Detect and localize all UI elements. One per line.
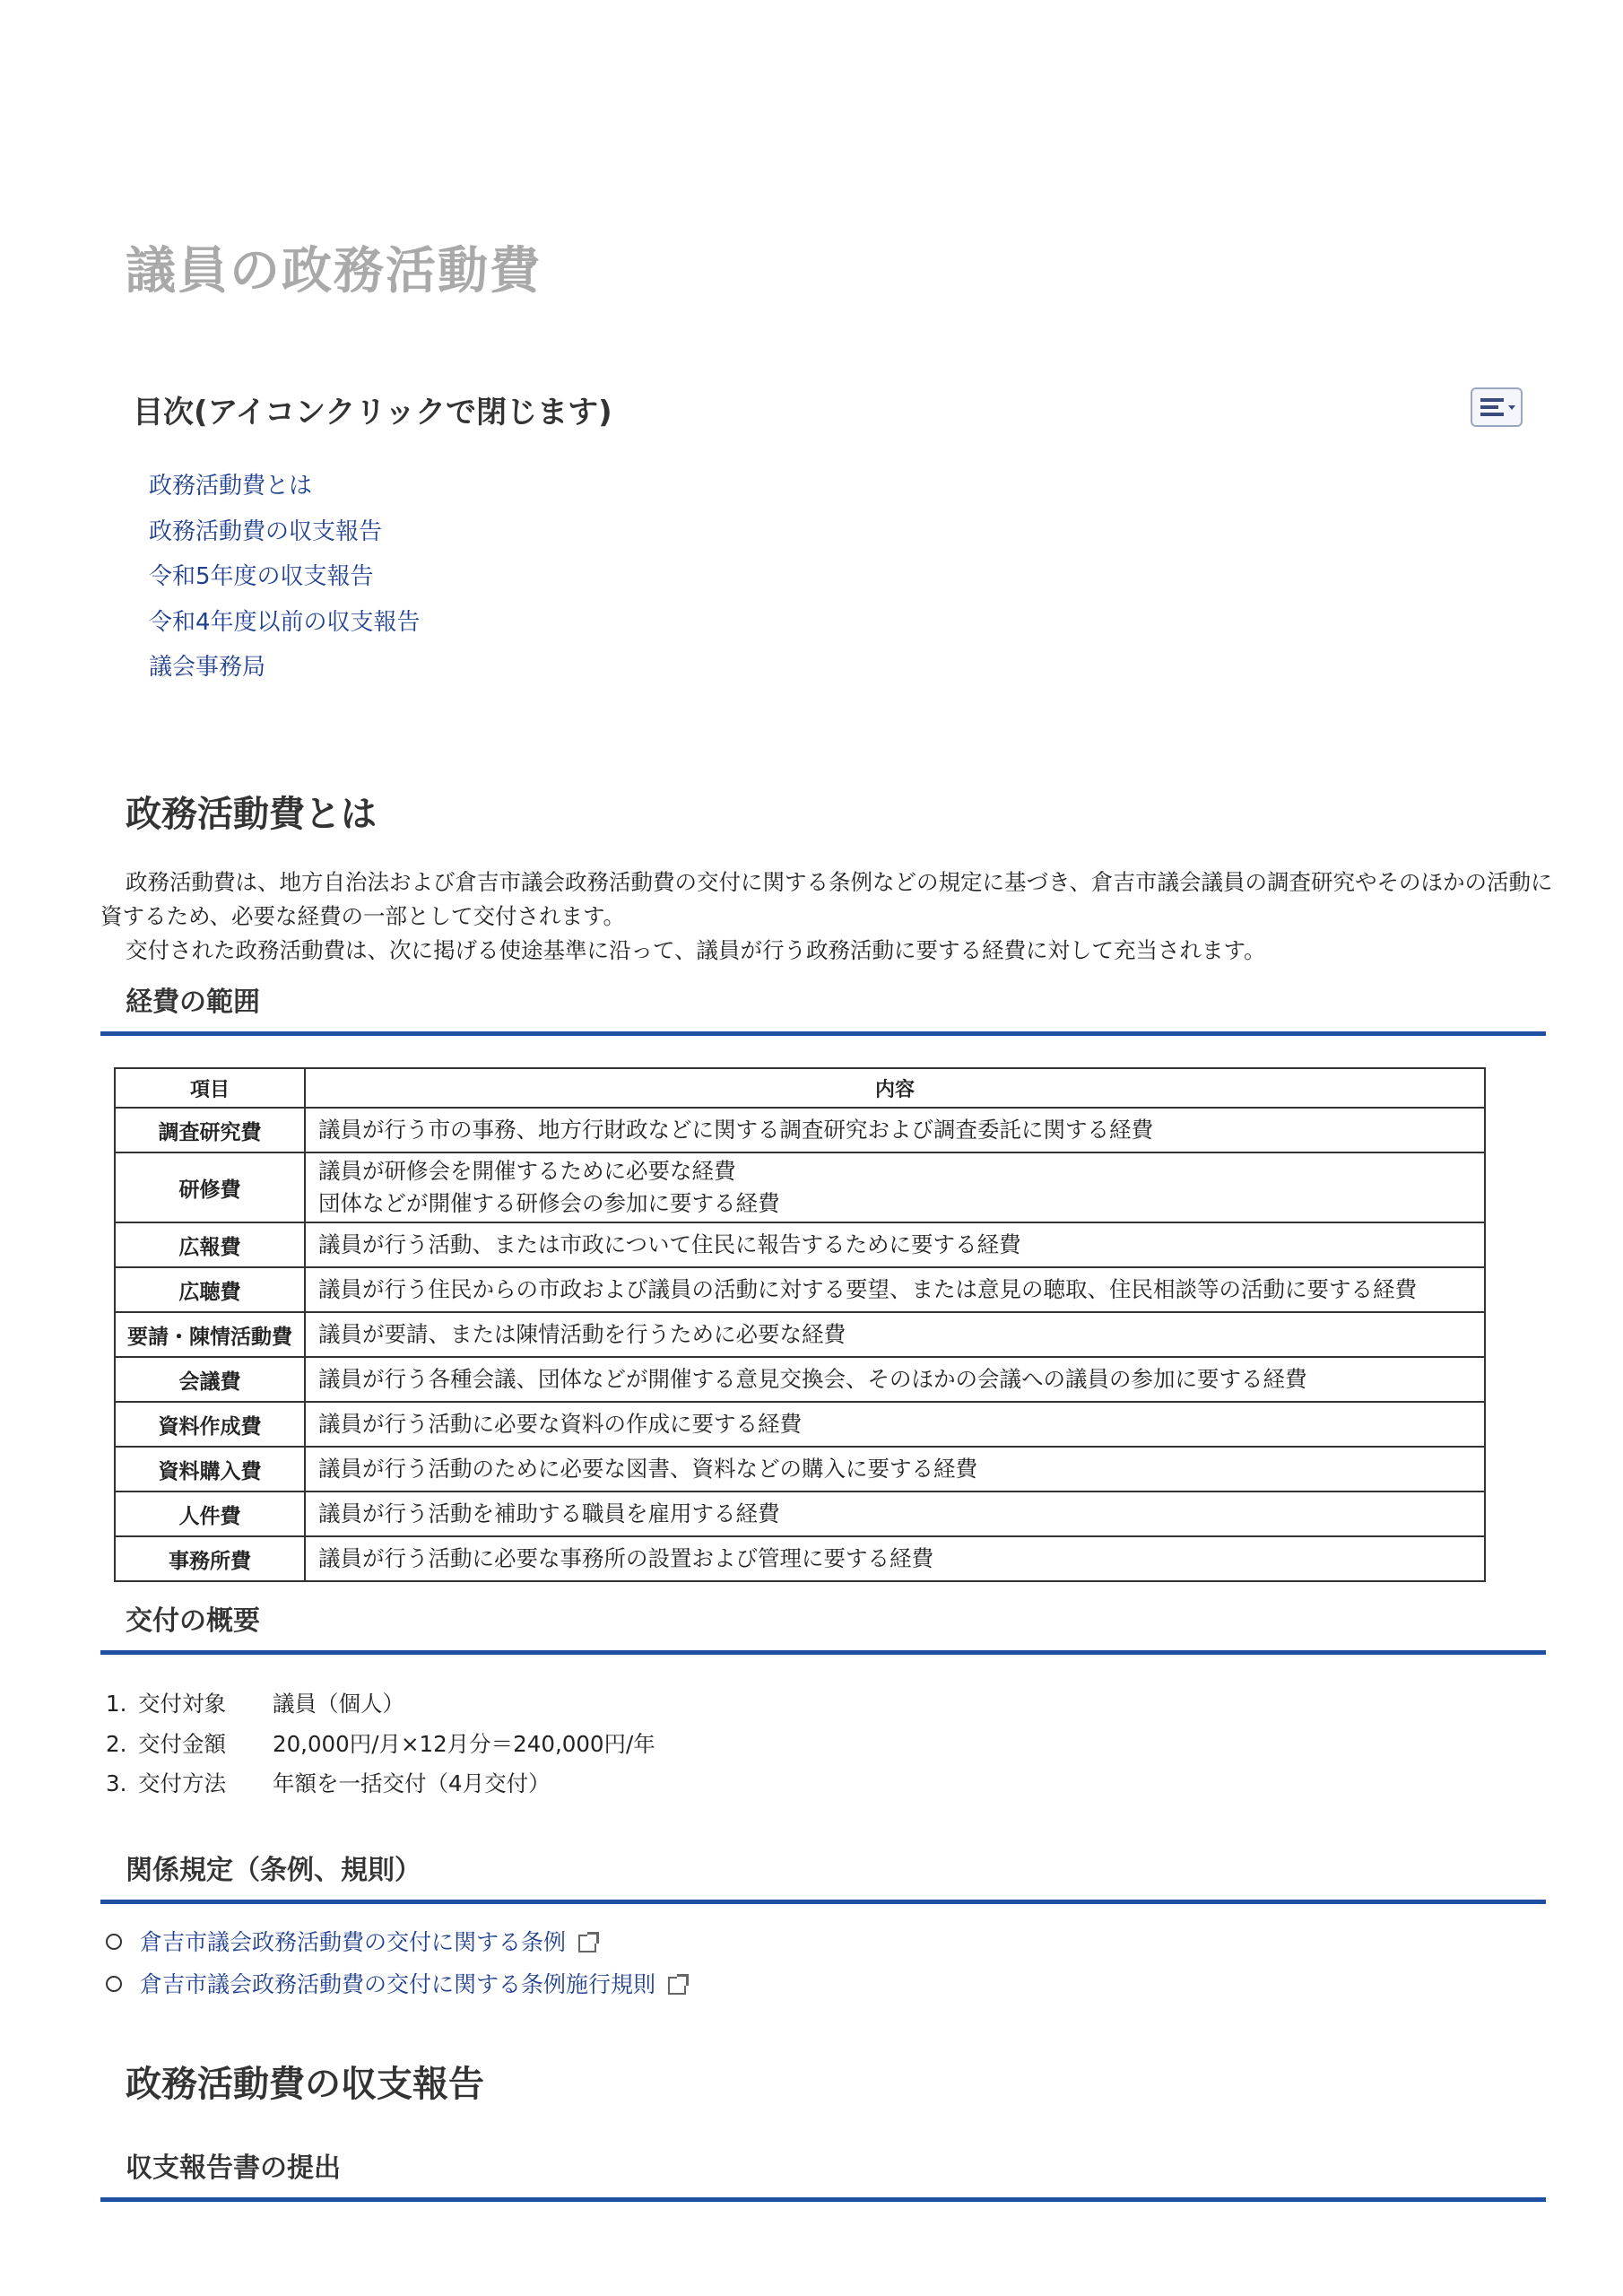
circle-bullet-icon xyxy=(106,1976,122,1992)
table-row xyxy=(115,1492,1485,1536)
grant-summary-heading: 交付の概要 xyxy=(100,1598,1546,1655)
expense-range-table xyxy=(114,1067,1486,1582)
table-row xyxy=(115,1312,1485,1357)
report-heading: 政務活動費の収支報告 xyxy=(126,2064,484,2105)
about-paragraph: 政務活動費は、地方自治法および倉吉市議会政務活動費の交付に関する条例などの規定に基づき、倉吉市議会議員の調査研究やそのほかの活動に資するため、必要な経費の一部として交付されます。 xyxy=(100,869,1553,929)
table-cell-item: 人件費 xyxy=(115,1492,305,1536)
list-toggle-icon[interactable] xyxy=(1471,387,1523,427)
cell-line: 議員が行う活動に必要な事務所の設置および管理に要する経費 xyxy=(318,1545,933,1571)
summary-value: 年額を一括交付（4月交付） xyxy=(273,1770,551,1796)
toc-heading: 目次(アイコンクリックで閉じます) xyxy=(133,395,612,430)
table-row xyxy=(115,1536,1485,1581)
table-cell-item: 調査研究費 xyxy=(115,1108,305,1152)
table-cell-content xyxy=(305,1447,1485,1492)
toc-link-r5-report[interactable]: 令和5年度の収支報告 xyxy=(149,563,374,590)
table-cell-content xyxy=(305,1222,1485,1267)
list-item xyxy=(106,1966,686,2008)
list-number: 3. xyxy=(106,1770,127,1796)
expense-range-heading: 経費の範囲 xyxy=(100,979,1546,1036)
about-paragraph: 交付された政務活動費は、次に掲げる使途基準に沿って、議員が行う政務活動に要する経費に対して充当されます。 xyxy=(126,937,1266,963)
regulation-rules-link[interactable]: 倉吉市議会政務活動費の交付に関する条例施行規則 xyxy=(140,1971,656,1997)
cell-line: 議員が行う活動に必要な資料の作成に要する経費 xyxy=(318,1411,802,1437)
table-cell-item: 広報費 xyxy=(115,1222,305,1267)
table-row xyxy=(115,1402,1485,1447)
section-about-body xyxy=(100,865,1553,968)
external-link-icon[interactable] xyxy=(668,1977,686,1995)
table-cell-content xyxy=(305,1492,1485,1536)
table-row xyxy=(115,1222,1485,1267)
regulations-list xyxy=(106,1924,686,2008)
regulation-ordinance-link[interactable]: 倉吉市議会政務活動費の交付に関する条例 xyxy=(140,1929,567,1955)
cell-line: 団体などが開催する研修会の参加に要する経費 xyxy=(318,1190,780,1216)
cell-line: 議員が行う住民からの市政および議員の活動に対する要望、または意見の聴取、住民相談等の活動に要する経費 xyxy=(318,1276,1417,1302)
table-cell-content xyxy=(305,1108,1485,1152)
table-cell-item: 事務所費 xyxy=(115,1536,305,1581)
column-header-content: 内容 xyxy=(305,1068,1485,1108)
section-about-heading: 政務活動費とは xyxy=(126,794,377,835)
table-cell-item: 資料作成費 xyxy=(115,1402,305,1447)
table-cell-content xyxy=(305,1402,1485,1447)
summary-label: 交付対象 xyxy=(138,1691,226,1717)
table-header-row xyxy=(115,1068,1485,1108)
toc-link-secretariat[interactable]: 議会事務局 xyxy=(149,654,266,681)
table-cell-content xyxy=(305,1267,1485,1312)
table-row xyxy=(115,1108,1485,1152)
cell-line: 議員が研修会を開催するために必要な経費 xyxy=(318,1158,736,1184)
table-cell-item: 広聴費 xyxy=(115,1267,305,1312)
list-item xyxy=(106,1766,655,1806)
cell-line: 議員が行う活動のために必要な図書、資料などの購入に要する経費 xyxy=(318,1456,977,1482)
list-item xyxy=(106,1686,655,1726)
summary-value: 20,000円/月×12月分＝240,000円/年 xyxy=(273,1730,655,1757)
external-link-icon[interactable] xyxy=(578,1935,596,1952)
toc-link-about[interactable]: 政務活動費とは xyxy=(149,473,313,500)
table-cell-content xyxy=(305,1357,1485,1402)
cell-line: 議員が行う市の事務、地方行財政などに関する調査研究および調査委託に関する経費 xyxy=(318,1117,1153,1143)
table-cell-item: 要請・陳情活動費 xyxy=(115,1312,305,1357)
summary-label: 交付金額 xyxy=(138,1730,226,1757)
table-row xyxy=(115,1447,1485,1492)
list-item xyxy=(106,1726,655,1767)
table-cell-item: 会議費 xyxy=(115,1357,305,1402)
table-row xyxy=(115,1357,1485,1402)
table-cell-content xyxy=(305,1536,1485,1581)
column-header-item: 項目 xyxy=(115,1068,305,1108)
summary-label: 交付方法 xyxy=(138,1770,226,1796)
cell-line: 議員が行う活動、または市政について住民に報告するために要する経費 xyxy=(318,1231,1021,1257)
table-row xyxy=(115,1267,1485,1312)
list-number: 1. xyxy=(106,1691,127,1717)
regulations-heading: 関係規定（条例、規則） xyxy=(100,1848,1546,1904)
summary-value: 議員（個人） xyxy=(273,1691,404,1717)
table-row xyxy=(115,1152,1485,1222)
toc-list xyxy=(149,468,421,695)
grant-summary-list xyxy=(106,1686,655,1806)
report-submission-heading: 収支報告書の提出 xyxy=(100,2145,1546,2202)
table-cell-content xyxy=(305,1312,1485,1357)
circle-bullet-icon xyxy=(106,1934,122,1950)
toc-link-r4-report[interactable]: 令和4年度以前の収支報告 xyxy=(149,608,421,636)
cell-line: 議員が要請、または陳情活動を行うために必要な経費 xyxy=(318,1321,846,1347)
table-cell-item: 資料購入費 xyxy=(115,1447,305,1492)
list-number: 2. xyxy=(106,1730,127,1757)
cell-line: 議員が行う活動を補助する職員を雇用する経費 xyxy=(318,1500,780,1526)
cell-line: 議員が行う各種会議、団体などが開催する意見交換会、そのほかの会議への議員の参加に要する経費 xyxy=(318,1366,1307,1392)
page-title: 議員の政務活動費 xyxy=(126,242,542,300)
table-cell-item: 研修費 xyxy=(115,1152,305,1222)
table-cell-content xyxy=(305,1152,1485,1222)
toc-link-report[interactable]: 政務活動費の収支報告 xyxy=(149,517,383,545)
list-item xyxy=(106,1924,686,1966)
